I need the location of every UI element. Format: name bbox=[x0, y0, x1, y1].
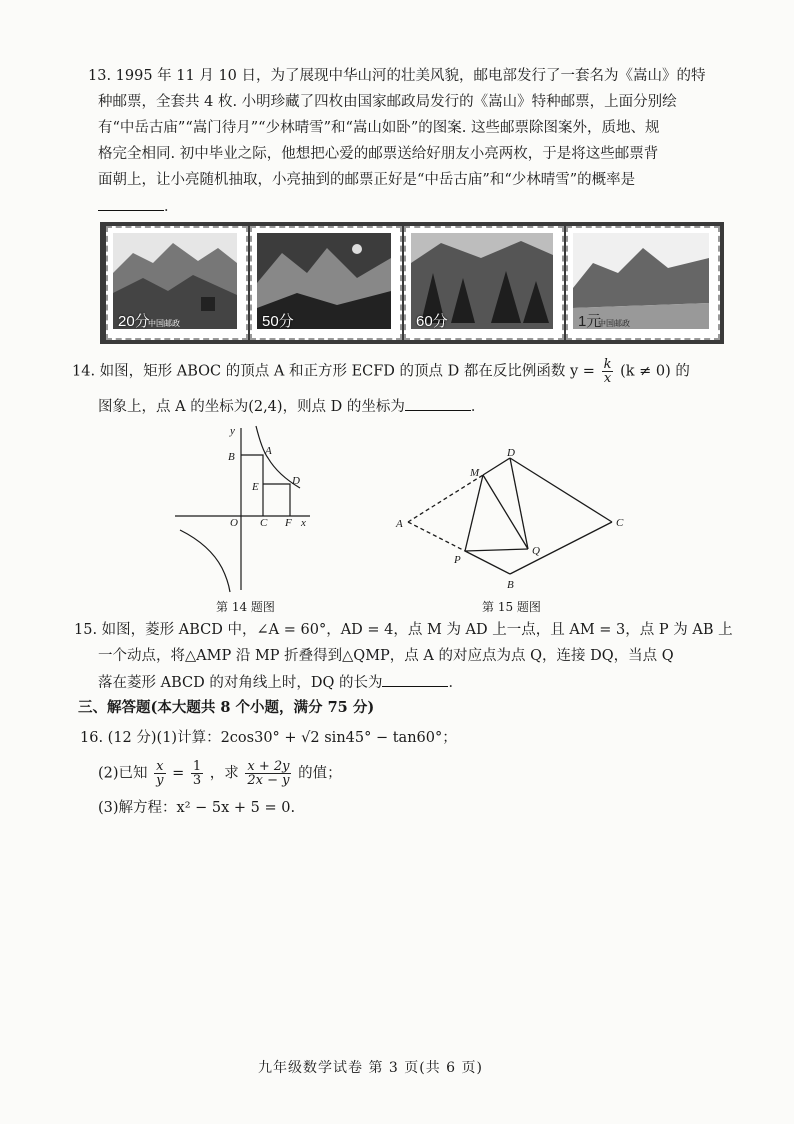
stamp-1-denomination: 20分 bbox=[118, 313, 150, 330]
q14-text-c: 图象上，点 A 的坐标为(2,4)，则点 D 的坐标为 bbox=[98, 399, 405, 415]
q16-part2-lead: (2)已知 bbox=[98, 765, 148, 782]
fig15-label-P: P bbox=[454, 554, 461, 566]
q16-f2-bottom: 3 bbox=[192, 773, 202, 788]
section-3-title: 三、解答题(本大题共 8 个小题，满分 75 分) bbox=[78, 699, 375, 716]
q15-line-1: 15. 如图，菱形 ABCD 中，∠A = 60°，AD = 4，点 M 为 AD 上一点，且 AM = 3，点 P 为 AB 上 bbox=[74, 622, 733, 638]
q15-line-3 bbox=[98, 672, 463, 693]
fig15-label-D: D bbox=[507, 447, 515, 459]
stamp-4 bbox=[566, 226, 720, 340]
fig14-label-E: E bbox=[252, 481, 259, 493]
q13-line-4: 格完全相同. 初中毕业之际，他想把心爱的邮票送给好朋友小亮两枚，于是将这些邮票背 bbox=[98, 146, 659, 162]
q16-part-2 bbox=[98, 760, 342, 787]
fig15-edge-PQ bbox=[465, 549, 528, 551]
q14-line-1 bbox=[72, 358, 690, 385]
q14-line-2 bbox=[98, 396, 485, 417]
stamp-1-post: 中国邮政 bbox=[148, 319, 180, 328]
q16-part2-end: 的值； bbox=[298, 765, 342, 782]
q16-fraction-expression bbox=[245, 760, 291, 787]
stamp-3-denomination: 60分 bbox=[416, 313, 448, 330]
q13-line-3: 有“中岳古庙”“嵩门待月”“少林晴雪”和“嵩山如卧”的图案. 这些邮票除图案外，质地、规 bbox=[98, 120, 660, 136]
fig15-edge-AP bbox=[408, 522, 465, 551]
fig15-edge-MD bbox=[483, 458, 510, 475]
stamp-1 bbox=[106, 226, 248, 340]
stamp-4-denomination: 1元 bbox=[578, 313, 602, 330]
fig14-label-A: A bbox=[265, 445, 272, 457]
fig15-edge-MP bbox=[465, 475, 483, 551]
q16-equals: = bbox=[172, 765, 185, 782]
q16-f1-top: x bbox=[156, 759, 164, 774]
figure-15 bbox=[390, 440, 640, 600]
q14-frac-top: k bbox=[603, 357, 612, 372]
fig14-label-O: O bbox=[230, 517, 238, 529]
fig14-label-y: y bbox=[230, 425, 235, 437]
q16-fraction-1-over-3 bbox=[191, 760, 203, 787]
q16-fraction-x-over-y bbox=[154, 760, 165, 787]
figure-14 bbox=[170, 420, 320, 600]
q16-f1-bottom: y bbox=[156, 773, 164, 788]
q16-part-3: (3)解方程：x² − 5x + 5 = 0. bbox=[98, 800, 296, 816]
fig14-label-C: C bbox=[260, 517, 268, 529]
stamp-2 bbox=[250, 226, 402, 340]
fig15-edge-AM bbox=[408, 475, 483, 522]
stamp-strip bbox=[100, 222, 724, 344]
stamp-3 bbox=[404, 226, 564, 340]
fig14-label-D: D bbox=[292, 475, 300, 487]
q16-part2-mid: ，求 bbox=[209, 765, 239, 782]
q16-f3-top: x + 2y bbox=[247, 759, 290, 774]
q15-period: ． bbox=[448, 675, 463, 691]
q13-line-5: 面朝上，让小亮随机抽取，小亮抽到的邮票正好是“中岳古庙”和“少林晴雪”的概率是 bbox=[98, 172, 636, 188]
q16-part-1: 16. (12 分)(1)计算：2cos30° + √2 sin45° − tan60°； bbox=[80, 730, 457, 746]
q14-text-b: (k ≠ 0) 的 bbox=[620, 363, 690, 380]
fig15-label-M: M bbox=[470, 467, 480, 479]
fig15-caption: 第 15 题图 bbox=[482, 600, 541, 614]
q14-answer-blank bbox=[405, 396, 471, 411]
fig14-caption: 第 14 题图 bbox=[216, 600, 275, 614]
fig14-curve-q3 bbox=[180, 530, 230, 592]
q15-answer-blank bbox=[382, 672, 448, 687]
fig15-label-B: B bbox=[507, 579, 514, 591]
fig14-label-x: x bbox=[301, 517, 306, 529]
fig15-label-A: A bbox=[396, 518, 403, 530]
stamp-4-post: 中国邮政 bbox=[598, 319, 630, 328]
q13-answer-blank bbox=[98, 196, 164, 211]
q15-line-2: 一个动点，将△AMP 沿 MP 折叠得到△QMP，点 A 的对应点为点 Q，连接 DQ，当点 Q bbox=[98, 648, 674, 664]
q13-line-2: 种邮票，全套共 4 枚. 小明珍藏了四枚由国家邮政局发行的《嵩山》特种邮票，上面分别绘 bbox=[98, 94, 677, 110]
fig15-edge-DC bbox=[510, 458, 612, 522]
page-footer: 九年级数学试卷 第 3 页(共 6 页) bbox=[258, 1060, 483, 1076]
fig15-label-C: C bbox=[616, 517, 624, 529]
fig14-label-B: B bbox=[228, 451, 235, 463]
q14-fraction-k-over-x bbox=[602, 358, 614, 385]
q16-f2-top: 1 bbox=[192, 759, 202, 774]
q14-text-a: 14. 如图，矩形 ABOC 的顶点 A 和正方形 ECFD 的顶点 D 都在反比例函数 y = bbox=[72, 363, 595, 380]
q13-line-1: 13. 1995 年 11 月 10 日，为了展现中华山河的壮美风貌，邮电部发行了一套名为《嵩山》的特 bbox=[88, 68, 706, 84]
fig14-label-F: F bbox=[285, 517, 292, 529]
q13-answer-line bbox=[98, 196, 179, 217]
fig15-label-Q: Q bbox=[532, 545, 540, 557]
q13-period: ． bbox=[164, 199, 179, 215]
q14-period: ． bbox=[470, 399, 486, 415]
fig15-edge-PB bbox=[465, 551, 510, 574]
q16-f3-bottom: 2x − y bbox=[247, 773, 290, 788]
stamp-2-denomination: 50分 bbox=[262, 313, 294, 330]
q14-frac-bottom: x bbox=[603, 371, 612, 386]
q15-text-a: 落在菱形 ABCD 的对角线上时，DQ 的长为 bbox=[98, 675, 383, 691]
fig14-square-ECFD bbox=[263, 484, 290, 516]
fig15-edge-BC bbox=[510, 522, 612, 574]
